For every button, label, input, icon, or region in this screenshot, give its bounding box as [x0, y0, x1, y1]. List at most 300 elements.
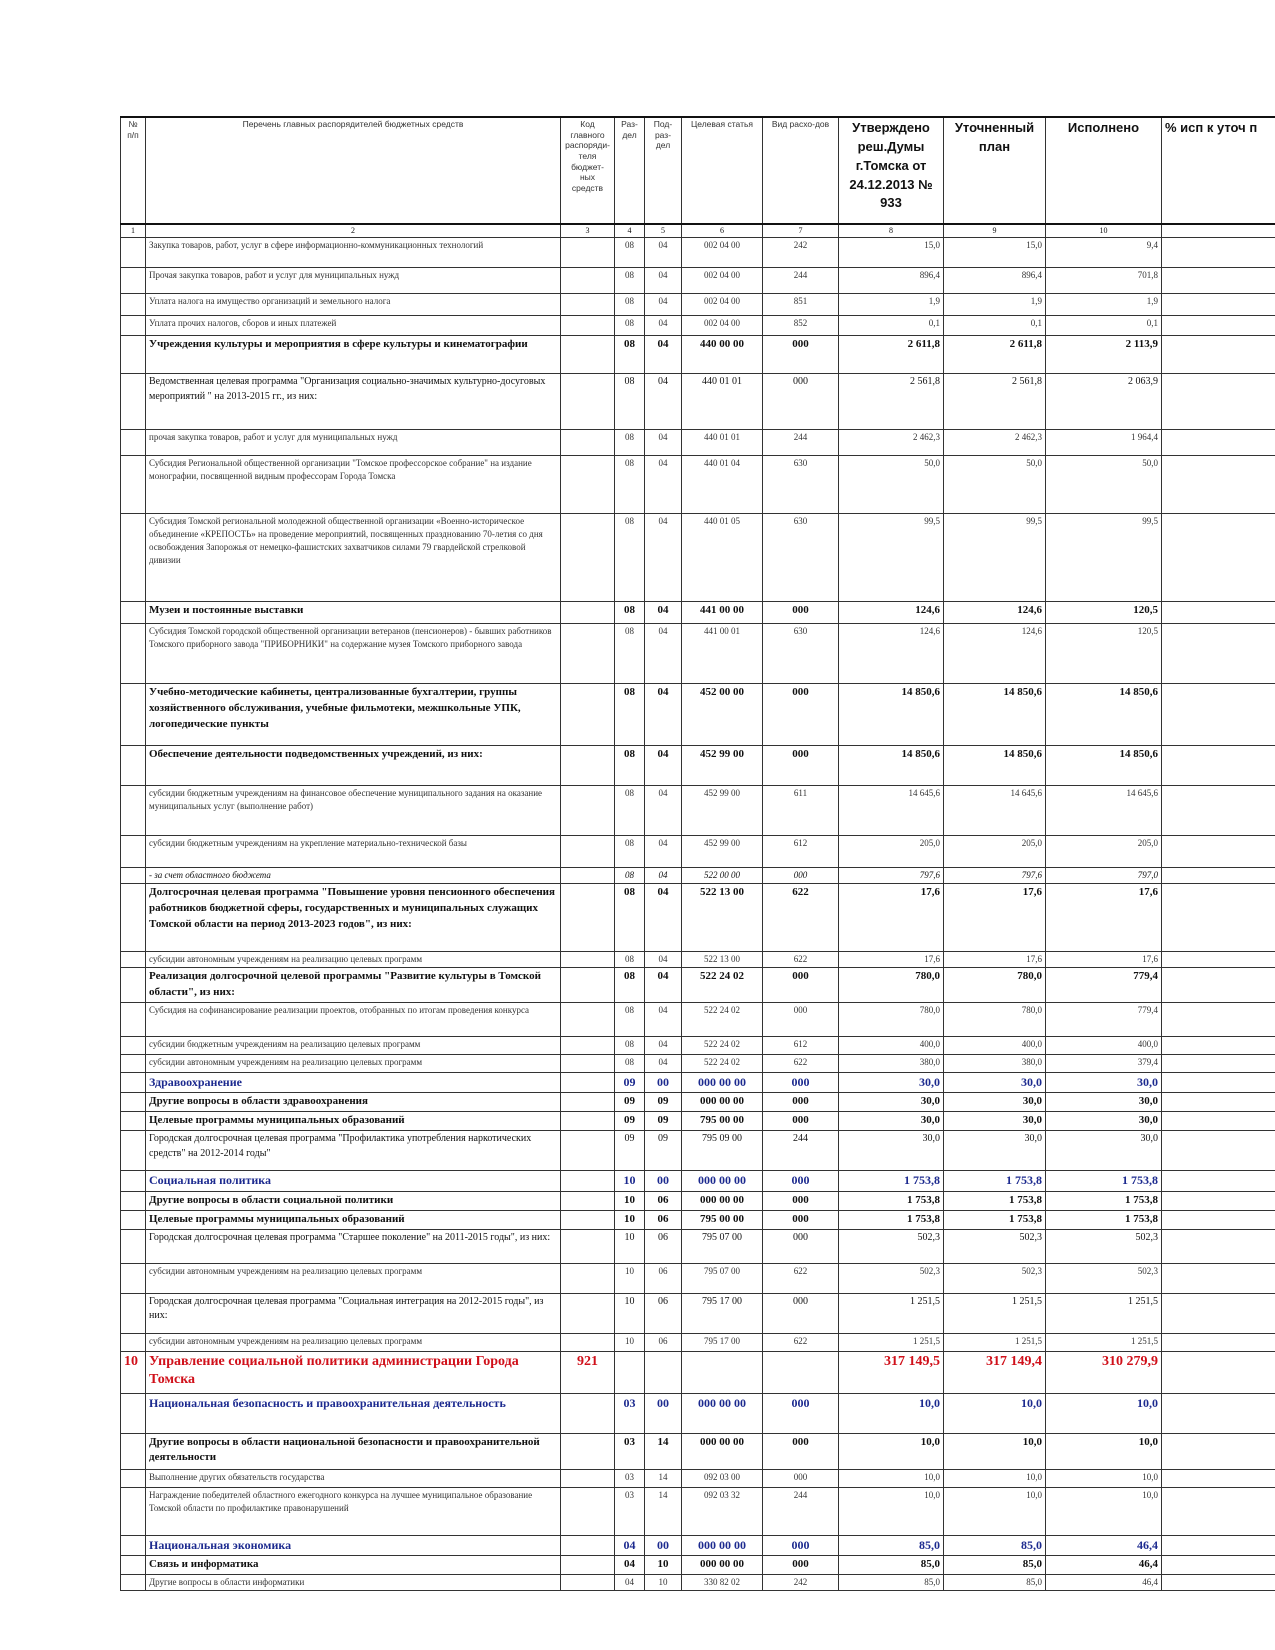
row-number — [121, 1131, 146, 1171]
row-number — [121, 316, 146, 336]
row-name: Городская долгосрочная целевая программа "Профилактика употребления наркотических средств" на 2012-2014 годы" — [146, 1131, 561, 1171]
row-approved: 17,6 — [839, 884, 944, 952]
row-gr-code — [561, 1574, 615, 1590]
row-number — [121, 1293, 146, 1333]
row-expense-type — [763, 1351, 839, 1393]
row-approved: 2 611,8 — [839, 336, 944, 374]
row-percent — [1162, 1093, 1275, 1112]
row-expense-type: 000 — [763, 1191, 839, 1210]
row-target-article: 795 17 00 — [682, 1333, 763, 1351]
row-name: прочая закупка товаров, работ и услуг для муниципальных нужд — [146, 430, 561, 456]
row-approved: 30,0 — [839, 1112, 944, 1131]
row-gr-code — [561, 316, 615, 336]
row-expense-type: 622 — [763, 884, 839, 952]
row-gr-code — [561, 746, 615, 786]
row-done: 10,0 — [1046, 1469, 1162, 1487]
row-expense-type: 622 — [763, 952, 839, 968]
row-expense-type: 000 — [763, 374, 839, 430]
row-number — [121, 746, 146, 786]
row-gr-code — [561, 1093, 615, 1112]
row-plan: 502,3 — [944, 1229, 1046, 1263]
row-approved: 380,0 — [839, 1054, 944, 1072]
row-plan: 14 645,6 — [944, 786, 1046, 836]
row-gr-code — [561, 1555, 615, 1574]
row-target-article: 795 17 00 — [682, 1293, 763, 1333]
row-plan: 317 149,4 — [944, 1351, 1046, 1393]
row-plan: 85,0 — [944, 1555, 1046, 1574]
row-podrazdel: 04 — [645, 316, 682, 336]
row-approved: 85,0 — [839, 1574, 944, 1590]
row-expense-type: 242 — [763, 238, 839, 268]
row-approved: 14 850,6 — [839, 746, 944, 786]
row-target-article: 000 00 00 — [682, 1535, 763, 1555]
row-razdel: 08 — [615, 1054, 645, 1072]
row-podrazdel: 04 — [645, 294, 682, 316]
row-percent — [1162, 1487, 1275, 1535]
row-podrazdel: 04 — [645, 1002, 682, 1036]
row-expense-type: 000 — [763, 868, 839, 884]
row-razdel: 10 — [615, 1333, 645, 1351]
row-gr-code — [561, 1171, 615, 1191]
col-num: 10 — [1046, 224, 1162, 238]
row-approved: 797,6 — [839, 868, 944, 884]
row-done: 1 964,4 — [1046, 430, 1162, 456]
row-done: 14 850,6 — [1046, 684, 1162, 746]
row-plan: 30,0 — [944, 1093, 1046, 1112]
row-number — [121, 786, 146, 836]
row-plan: 17,6 — [944, 952, 1046, 968]
column-numbers-row — [121, 224, 1275, 238]
row-gr-code — [561, 1191, 615, 1210]
row-plan: 2 462,3 — [944, 430, 1046, 456]
row-gr-code — [561, 952, 615, 968]
row-name: субсидии бюджетным учреждениям на финансовое обеспечение муниципального задания на оказание муниципальных услуг (выполнение работ) — [146, 786, 561, 836]
row-name: Прочая закупка товаров, работ и услуг для муниципальных нужд — [146, 268, 561, 294]
row-percent — [1162, 746, 1275, 786]
row-expense-type: 000 — [763, 1433, 839, 1469]
row-name: Целевые программы муниципальных образований — [146, 1112, 561, 1131]
row-razdel: 08 — [615, 684, 645, 746]
row-podrazdel: 04 — [645, 968, 682, 1003]
row-approved: 15,0 — [839, 238, 944, 268]
row-percent — [1162, 430, 1275, 456]
row-target-article: 000 00 00 — [682, 1393, 763, 1433]
row-razdel — [615, 1351, 645, 1393]
row-percent — [1162, 868, 1275, 884]
row-razdel: 10 — [615, 1191, 645, 1210]
row-plan: 50,0 — [944, 456, 1046, 514]
table-row — [121, 1210, 1275, 1229]
row-plan: 85,0 — [944, 1574, 1046, 1590]
row-done: 502,3 — [1046, 1263, 1162, 1293]
row-plan: 1 753,8 — [944, 1171, 1046, 1191]
row-target-article: 002 04 00 — [682, 238, 763, 268]
row-target-article: 440 01 01 — [682, 374, 763, 430]
row-name: субсидии автономным учреждениям на реализацию целевых программ — [146, 1054, 561, 1072]
row-number — [121, 1229, 146, 1263]
table-row — [121, 746, 1275, 786]
row-target-article: 441 00 01 — [682, 624, 763, 684]
row-gr-code — [561, 1210, 615, 1229]
row-name: Связь и информатика — [146, 1555, 561, 1574]
row-podrazdel: 00 — [645, 1072, 682, 1092]
row-expense-type: 000 — [763, 1002, 839, 1036]
row-done: 99,5 — [1046, 514, 1162, 602]
row-number — [121, 1333, 146, 1351]
table-row — [121, 238, 1275, 268]
row-podrazdel: 04 — [645, 884, 682, 952]
table-row — [121, 456, 1275, 514]
row-target-article: 795 00 00 — [682, 1210, 763, 1229]
col-num: 4 — [615, 224, 645, 238]
table-row — [121, 1093, 1275, 1112]
row-name: Уплата прочих налогов, сборов и иных платежей — [146, 316, 561, 336]
header-percent: % исп к уточ п — [1162, 117, 1275, 224]
row-approved: 85,0 — [839, 1555, 944, 1574]
row-number — [121, 456, 146, 514]
row-podrazdel — [645, 1351, 682, 1393]
row-razdel: 08 — [615, 602, 645, 624]
row-gr-code — [561, 868, 615, 884]
row-number — [121, 868, 146, 884]
row-approved: 30,0 — [839, 1072, 944, 1092]
row-razdel: 04 — [615, 1555, 645, 1574]
row-done: 797,0 — [1046, 868, 1162, 884]
row-approved: 1 251,5 — [839, 1293, 944, 1333]
table-row — [121, 1433, 1275, 1469]
row-gr-code — [561, 884, 615, 952]
row-number — [121, 1210, 146, 1229]
row-percent — [1162, 952, 1275, 968]
row-number — [121, 1433, 146, 1469]
row-number — [121, 968, 146, 1003]
row-approved: 124,6 — [839, 624, 944, 684]
row-razdel: 08 — [615, 868, 645, 884]
row-number — [121, 602, 146, 624]
row-approved: 2 561,8 — [839, 374, 944, 430]
row-podrazdel: 10 — [645, 1574, 682, 1590]
table-row — [121, 1191, 1275, 1210]
row-approved: 14 645,6 — [839, 786, 944, 836]
row-done: 30,0 — [1046, 1131, 1162, 1171]
row-gr-code — [561, 602, 615, 624]
row-plan: 124,6 — [944, 602, 1046, 624]
table-row — [121, 968, 1275, 1003]
row-gr-code — [561, 684, 615, 746]
row-gr-code — [561, 1469, 615, 1487]
col-num: 9 — [944, 224, 1046, 238]
row-razdel: 08 — [615, 374, 645, 430]
row-percent — [1162, 1263, 1275, 1293]
table-row — [121, 294, 1275, 316]
row-number — [121, 684, 146, 746]
row-name: Здравоохранение — [146, 1072, 561, 1092]
row-podrazdel: 04 — [645, 952, 682, 968]
row-done: 9,4 — [1046, 238, 1162, 268]
row-razdel: 08 — [615, 624, 645, 684]
row-expense-type: 000 — [763, 1535, 839, 1555]
col-num: 5 — [645, 224, 682, 238]
row-percent — [1162, 238, 1275, 268]
row-approved: 1 753,8 — [839, 1171, 944, 1191]
row-name: Музеи и постоянные выставки — [146, 602, 561, 624]
row-gr-code — [561, 238, 615, 268]
row-podrazdel: 06 — [645, 1191, 682, 1210]
row-gr-code — [561, 1072, 615, 1092]
row-gr-code — [561, 786, 615, 836]
table-row — [121, 786, 1275, 836]
row-plan: 2 611,8 — [944, 336, 1046, 374]
row-gr-code: 921 — [561, 1351, 615, 1393]
row-razdel: 08 — [615, 952, 645, 968]
col-num: 6 — [682, 224, 763, 238]
row-number — [121, 952, 146, 968]
row-name: Субсидия на софинансирование реализации проектов, отобранных по итогам проведения конкурса — [146, 1002, 561, 1036]
header-num: № п/п — [121, 117, 146, 224]
row-plan: 1,9 — [944, 294, 1046, 316]
row-done: 1 753,8 — [1046, 1191, 1162, 1210]
table-row — [121, 1535, 1275, 1555]
row-gr-code — [561, 374, 615, 430]
row-target-article: 002 04 00 — [682, 268, 763, 294]
row-plan: 99,5 — [944, 514, 1046, 602]
row-approved: 1,9 — [839, 294, 944, 316]
row-razdel: 10 — [615, 1229, 645, 1263]
row-plan: 14 850,6 — [944, 746, 1046, 786]
row-target-article: 440 01 05 — [682, 514, 763, 602]
row-target-article: 330 82 02 — [682, 1574, 763, 1590]
row-podrazdel: 06 — [645, 1210, 682, 1229]
row-done: 310 279,9 — [1046, 1351, 1162, 1393]
row-podrazdel: 00 — [645, 1171, 682, 1191]
row-number — [121, 268, 146, 294]
row-razdel: 04 — [615, 1574, 645, 1590]
header-done: Исполнено — [1046, 117, 1162, 224]
row-percent — [1162, 1112, 1275, 1131]
row-done: 205,0 — [1046, 836, 1162, 868]
row-name: Награждение победителей областного ежегодного конкурса на лучшее муниципальное образование Томской области по профилактике правонарушений — [146, 1487, 561, 1535]
table-row — [121, 836, 1275, 868]
row-done: 779,4 — [1046, 968, 1162, 1003]
row-done: 1 753,8 — [1046, 1210, 1162, 1229]
row-percent — [1162, 684, 1275, 746]
row-approved: 50,0 — [839, 456, 944, 514]
row-podrazdel: 04 — [645, 336, 682, 374]
row-razdel: 08 — [615, 514, 645, 602]
row-number — [121, 1263, 146, 1293]
row-expense-type: 612 — [763, 836, 839, 868]
row-gr-code — [561, 1036, 615, 1054]
row-percent — [1162, 456, 1275, 514]
row-podrazdel: 04 — [645, 836, 682, 868]
row-approved: 10,0 — [839, 1487, 944, 1535]
row-done: 701,8 — [1046, 268, 1162, 294]
row-percent — [1162, 1333, 1275, 1351]
row-name: Другие вопросы в области социальной политики — [146, 1191, 561, 1210]
row-done: 2 063,9 — [1046, 374, 1162, 430]
row-approved: 10,0 — [839, 1393, 944, 1433]
row-target-article: 092 03 00 — [682, 1469, 763, 1487]
row-approved: 317 149,5 — [839, 1351, 944, 1393]
row-gr-code — [561, 1054, 615, 1072]
row-percent — [1162, 836, 1275, 868]
row-percent — [1162, 884, 1275, 952]
row-plan: 14 850,6 — [944, 684, 1046, 746]
col-num: 2 — [146, 224, 561, 238]
row-razdel: 08 — [615, 1002, 645, 1036]
row-podrazdel: 04 — [645, 514, 682, 602]
row-expense-type: 242 — [763, 1574, 839, 1590]
row-percent — [1162, 1171, 1275, 1191]
row-podrazdel: 00 — [645, 1535, 682, 1555]
row-target-article: 440 01 04 — [682, 456, 763, 514]
row-podrazdel: 06 — [645, 1333, 682, 1351]
row-target-article: 522 24 02 — [682, 1036, 763, 1054]
row-number — [121, 336, 146, 374]
row-podrazdel: 14 — [645, 1469, 682, 1487]
row-done: 30,0 — [1046, 1072, 1162, 1092]
row-done: 0,1 — [1046, 316, 1162, 336]
row-name: Управление социальной политики администрации Города Томска — [146, 1351, 561, 1393]
row-number — [121, 1487, 146, 1535]
row-expense-type: 000 — [763, 968, 839, 1003]
budget-report-table-wrapper — [120, 116, 1275, 1591]
row-expense-type: 611 — [763, 786, 839, 836]
row-podrazdel: 14 — [645, 1433, 682, 1469]
row-razdel: 08 — [615, 884, 645, 952]
row-expense-type: 630 — [763, 514, 839, 602]
row-name: Долгосрочная целевая программа "Повышение уровня пенсионного обеспечения работников бюджетной сферы, государственных и муниципальных служащих Томской области на период 2013-2023 годов", из них: — [146, 884, 561, 952]
row-name: Учебно-методические кабинеты, централизованные бухгалтерии, группы хозяйственного обслуживания, учебные фильмотеки, межшкольные УПК, логопедические пункты — [146, 684, 561, 746]
table-row — [121, 430, 1275, 456]
row-name: Другие вопросы в области информатики — [146, 1574, 561, 1590]
row-expense-type: 244 — [763, 268, 839, 294]
row-gr-code — [561, 268, 615, 294]
row-percent — [1162, 1054, 1275, 1072]
row-percent — [1162, 786, 1275, 836]
row-plan: 15,0 — [944, 238, 1046, 268]
row-razdel: 08 — [615, 336, 645, 374]
row-name: Социальная политика — [146, 1171, 561, 1191]
header-podrazdel: Под-раз-дел — [645, 117, 682, 224]
row-name: Другие вопросы в области здравоохранения — [146, 1093, 561, 1112]
table-row — [121, 1469, 1275, 1487]
row-gr-code — [561, 624, 615, 684]
row-razdel: 08 — [615, 836, 645, 868]
row-percent — [1162, 968, 1275, 1003]
row-plan: 30,0 — [944, 1112, 1046, 1131]
row-percent — [1162, 374, 1275, 430]
row-expense-type: 622 — [763, 1333, 839, 1351]
table-row — [121, 1555, 1275, 1574]
row-gr-code — [561, 1002, 615, 1036]
row-expense-type: 244 — [763, 1487, 839, 1535]
table-row — [121, 514, 1275, 602]
row-percent — [1162, 1351, 1275, 1393]
table-row — [121, 374, 1275, 430]
row-razdel: 10 — [615, 1293, 645, 1333]
row-razdel: 03 — [615, 1469, 645, 1487]
row-expense-type: 000 — [763, 1171, 839, 1191]
col-num: 8 — [839, 224, 944, 238]
row-done: 10,0 — [1046, 1433, 1162, 1469]
row-number — [121, 1093, 146, 1112]
row-gr-code — [561, 456, 615, 514]
row-target-article: 452 99 00 — [682, 786, 763, 836]
row-podrazdel: 04 — [645, 746, 682, 786]
row-plan: 502,3 — [944, 1263, 1046, 1293]
table-row — [121, 1112, 1275, 1131]
row-razdel: 08 — [615, 1036, 645, 1054]
row-podrazdel: 04 — [645, 602, 682, 624]
row-name: субсидии автономным учреждениям на реализацию целевых программ — [146, 1333, 561, 1351]
row-done: 120,5 — [1046, 624, 1162, 684]
table-row — [121, 1054, 1275, 1072]
row-percent — [1162, 294, 1275, 316]
row-done: 1 251,5 — [1046, 1333, 1162, 1351]
row-done: 400,0 — [1046, 1036, 1162, 1054]
table-row — [121, 1393, 1275, 1433]
row-approved: 780,0 — [839, 1002, 944, 1036]
row-plan: 2 561,8 — [944, 374, 1046, 430]
row-podrazdel: 04 — [645, 868, 682, 884]
row-percent — [1162, 268, 1275, 294]
row-plan: 10,0 — [944, 1433, 1046, 1469]
table-row — [121, 1072, 1275, 1092]
row-podrazdel: 09 — [645, 1112, 682, 1131]
row-plan: 85,0 — [944, 1535, 1046, 1555]
row-podrazdel: 10 — [645, 1555, 682, 1574]
row-razdel: 08 — [615, 968, 645, 1003]
row-approved: 502,3 — [839, 1263, 944, 1293]
table-row — [121, 1263, 1275, 1293]
row-expense-type: 852 — [763, 316, 839, 336]
table-row — [121, 336, 1275, 374]
row-podrazdel: 04 — [645, 456, 682, 514]
row-name: субсидии автономным учреждениям на реализацию целевых программ — [146, 952, 561, 968]
row-name: Субсидия Томской городской общественной организации ветеранов (пенсионеров) - бывших работников Томского приборного завода "ПРИБОРНИКИ" на содержание музея Томского приборного завода — [146, 624, 561, 684]
row-expense-type: 000 — [763, 746, 839, 786]
row-expense-type: 630 — [763, 624, 839, 684]
row-plan: 0,1 — [944, 316, 1046, 336]
row-target-article: 452 99 00 — [682, 836, 763, 868]
header-code: Код главного распоряди-теля бюджет-ных средств — [561, 117, 615, 224]
row-plan: 1 753,8 — [944, 1191, 1046, 1210]
row-plan: 380,0 — [944, 1054, 1046, 1072]
row-podrazdel: 04 — [645, 786, 682, 836]
row-expense-type: 630 — [763, 456, 839, 514]
row-approved: 780,0 — [839, 968, 944, 1003]
row-approved: 10,0 — [839, 1469, 944, 1487]
row-done: 10,0 — [1046, 1487, 1162, 1535]
header-plan: Уточненный план — [944, 117, 1046, 224]
row-gr-code — [561, 836, 615, 868]
row-target-article: 440 01 01 — [682, 430, 763, 456]
row-expense-type: 622 — [763, 1263, 839, 1293]
row-expense-type: 622 — [763, 1054, 839, 1072]
row-gr-code — [561, 1433, 615, 1469]
row-number — [121, 1535, 146, 1555]
row-podrazdel: 06 — [645, 1293, 682, 1333]
row-gr-code — [561, 1112, 615, 1131]
row-expense-type: 000 — [763, 1072, 839, 1092]
row-approved: 205,0 — [839, 836, 944, 868]
row-number — [121, 514, 146, 602]
row-approved: 17,6 — [839, 952, 944, 968]
row-name: Национальная безопасность и правоохранительная деятельность — [146, 1393, 561, 1433]
row-approved: 30,0 — [839, 1131, 944, 1171]
row-approved: 1 753,8 — [839, 1210, 944, 1229]
